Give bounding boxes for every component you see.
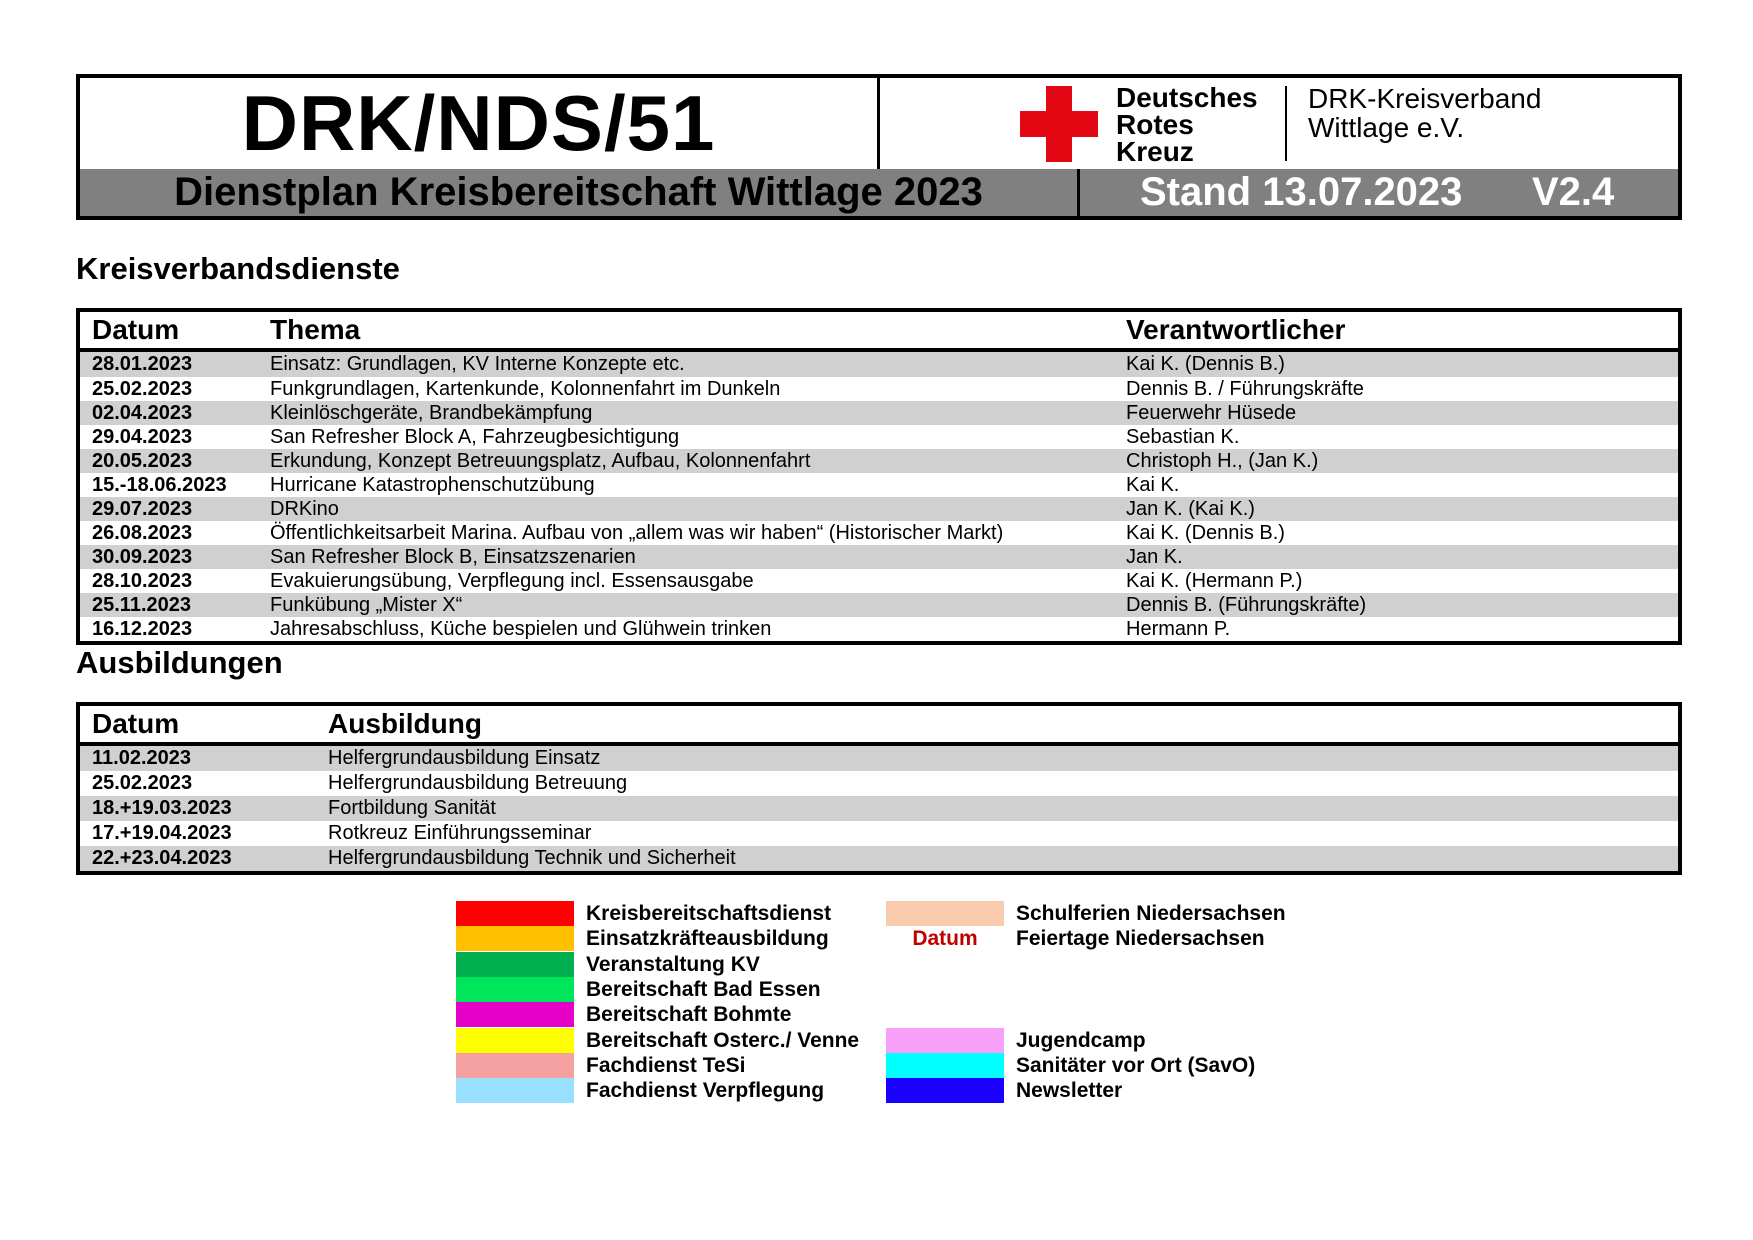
legend-label: Fachdienst TeSi xyxy=(586,1054,746,1077)
table-body xyxy=(80,352,1678,641)
legend-label: Feiertage Niedersachsen xyxy=(1016,927,1265,950)
row-verantwortlicher: Kai K. (Hermann P.) xyxy=(1126,570,1303,592)
table-row xyxy=(80,425,1678,449)
table-row xyxy=(80,821,1678,846)
row-thema: Kleinlöschgeräte, Brandbekämpfung xyxy=(270,402,593,424)
brand-name xyxy=(1116,84,1258,165)
section-title-ausbildungen: Ausbildungen xyxy=(76,645,283,680)
legend-label: Jugendcamp xyxy=(1016,1029,1146,1052)
row-datum: 25.02.2023 xyxy=(92,772,193,794)
row-verantwortlicher: Kai K. xyxy=(1126,474,1180,496)
document-status xyxy=(1080,169,1678,216)
stand-date: Stand 13.07.2023 xyxy=(1140,170,1463,214)
legend-swatch xyxy=(886,1053,1004,1078)
row-ausbildung: Helfergrundausbildung Einsatz xyxy=(328,747,601,769)
table-header xyxy=(80,706,1678,746)
table-row xyxy=(80,846,1678,871)
table-row xyxy=(80,401,1678,425)
row-thema: Öffentlichkeitsarbeit Marina. Aufbau von „allem was wir haben“ (Historischer Markt) xyxy=(270,522,1004,544)
org-line: DRK-Kreisverband xyxy=(1308,83,1542,114)
brand-line: Kreuz xyxy=(1116,136,1194,167)
row-verantwortlicher: Jan K. xyxy=(1126,546,1183,568)
document-code: DRK/NDS/51 xyxy=(80,78,880,169)
logo-divider xyxy=(1285,86,1287,161)
org-line: Wittlage e.V. xyxy=(1308,112,1465,143)
legend-swatch xyxy=(886,901,1004,926)
legend-label: Einsatzkräfteausbildung xyxy=(586,927,829,950)
legend-label: Bereitschaft Osterc./ Venne xyxy=(586,1029,860,1052)
row-verantwortlicher: Hermann P. xyxy=(1126,618,1231,640)
row-ausbildung: Fortbildung Sanität xyxy=(328,797,496,819)
column-header-verantwortlicher: Verantwortlicher xyxy=(1126,314,1346,345)
column-header-datum: Datum xyxy=(92,314,180,345)
legend-label: Newsletter xyxy=(1016,1079,1123,1102)
row-verantwortlicher: Christoph H., (Jan K.) xyxy=(1126,450,1319,472)
row-thema: Erkundung, Konzept Betreuungsplatz, Aufbau, Kolonnenfahrt xyxy=(270,450,811,472)
row-datum: 22.+23.04.2023 xyxy=(92,847,232,869)
row-ausbildung: Helfergrundausbildung Technik und Sicherheit xyxy=(328,847,736,869)
legend-swatch xyxy=(886,1078,1004,1103)
column-header-ausbildung: Ausbildung xyxy=(328,708,482,739)
table-row xyxy=(80,593,1678,617)
legend-label: Veranstaltung KV xyxy=(586,953,760,976)
table-row xyxy=(80,352,1678,377)
legend-swatch xyxy=(456,1053,574,1078)
row-verantwortlicher: Sebastian K. xyxy=(1126,426,1240,448)
row-datum: 17.+19.04.2023 xyxy=(92,822,232,844)
legend-label: Bereitschaft Bad Essen xyxy=(586,978,821,1001)
table-body xyxy=(80,746,1678,871)
row-thema: Jahresabschluss, Küche bespielen und Glühwein trinken xyxy=(270,618,772,640)
brand-line: Deutsches xyxy=(1116,82,1258,113)
row-verantwortlicher: Dennis B. / Führungskräfte xyxy=(1126,378,1364,400)
legend-swatch xyxy=(456,1002,574,1027)
row-datum: 30.09.2023 xyxy=(92,546,193,568)
row-datum: 28.01.2023 xyxy=(92,353,193,375)
row-thema: Einsatz: Grundlagen, KV Interne Konzepte etc. xyxy=(270,353,685,375)
row-datum: 02.04.2023 xyxy=(92,402,193,424)
legend-swatch xyxy=(456,926,574,951)
row-datum: 28.10.2023 xyxy=(92,570,193,592)
header-title-bar xyxy=(80,169,1678,216)
row-ausbildung: Helfergrundausbildung Betreuung xyxy=(328,772,628,794)
row-verantwortlicher: Feuerwehr Hüsede xyxy=(1126,402,1297,424)
table-row xyxy=(80,569,1678,593)
row-verantwortlicher: Jan K. (Kai K.) xyxy=(1126,498,1255,520)
legend-swatch xyxy=(456,1078,574,1103)
row-datum: 29.07.2023 xyxy=(92,498,193,520)
row-verantwortlicher: Kai K. (Dennis B.) xyxy=(1126,522,1285,544)
legend-label: Fachdienst Verpflegung xyxy=(586,1079,825,1102)
row-datum: 15.-18.06.2023 xyxy=(92,474,227,496)
row-datum: 26.08.2023 xyxy=(92,522,193,544)
row-datum: 20.05.2023 xyxy=(92,450,193,472)
legend-swatch xyxy=(456,901,574,926)
row-thema: San Refresher Block B, Einsatzszenarien xyxy=(270,546,636,568)
table-row xyxy=(80,377,1678,401)
row-thema: Evakuierungsübung, Verpflegung incl. Essensausgabe xyxy=(270,570,754,592)
drk-logo xyxy=(880,78,1682,169)
legend-label: Bereitschaft Bohmte xyxy=(586,1003,792,1026)
section-title-kreisverband: Kreisverbandsdienste xyxy=(76,251,400,286)
row-datum: 18.+19.03.2023 xyxy=(92,797,232,819)
row-verantwortlicher: Dennis B. (Führungskräfte) xyxy=(1126,594,1367,616)
row-datum: 25.02.2023 xyxy=(92,378,193,400)
row-thema: DRKino xyxy=(270,498,339,520)
legend-label: Schulferien Niedersachsen xyxy=(1016,902,1286,925)
row-datum: 25.11.2023 xyxy=(92,594,191,616)
row-datum: 11.02.2023 xyxy=(92,747,191,769)
red-cross-icon xyxy=(1020,86,1098,162)
column-header-thema: Thema xyxy=(270,314,361,345)
document-header xyxy=(76,74,1682,220)
legend-label: Sanitäter vor Ort (SavO) xyxy=(1016,1054,1256,1077)
row-thema: Funkgrundlagen, Kartenkunde, Kolonnenfahrt im Dunkeln xyxy=(270,378,781,400)
legend-swatch xyxy=(886,1028,1004,1053)
table-row xyxy=(80,449,1678,473)
color-legend xyxy=(456,901,1296,1107)
table-row xyxy=(80,617,1678,641)
table-row xyxy=(80,771,1678,796)
row-datum: 29.04.2023 xyxy=(92,426,193,448)
table-row xyxy=(80,746,1678,771)
table-row xyxy=(80,497,1678,521)
document-title: Dienstplan Kreisbereitschaft Wittlage 2023 xyxy=(80,169,1080,216)
table-row xyxy=(80,796,1678,821)
table-row xyxy=(80,473,1678,497)
brand-line: Rotes xyxy=(1116,109,1194,140)
row-datum: 16.12.2023 xyxy=(92,618,193,640)
kreisverband-table xyxy=(76,308,1682,645)
organization-name xyxy=(1308,84,1541,142)
row-thema: Funkübung „Mister X“ xyxy=(270,594,463,616)
row-verantwortlicher: Kai K. (Dennis B.) xyxy=(1126,353,1285,375)
holiday-sample: Datum xyxy=(912,927,978,950)
legend-swatch xyxy=(456,952,574,977)
table-row xyxy=(80,521,1678,545)
legend-swatch xyxy=(456,977,574,1002)
row-ausbildung: Rotkreuz Einführungsseminar xyxy=(328,822,592,844)
legend-label: Kreisbereitschaftsdienst xyxy=(586,902,832,925)
table-header xyxy=(80,312,1678,352)
ausbildungen-table xyxy=(76,702,1682,875)
table-row xyxy=(80,545,1678,569)
legend-swatch xyxy=(456,1028,574,1053)
header-top-row xyxy=(80,78,1678,172)
row-thema: San Refresher Block A, Fahrzeugbesichtigung xyxy=(270,426,680,448)
column-header-datum: Datum xyxy=(92,708,180,739)
row-thema: Hurricane Katastrophenschutzübung xyxy=(270,474,595,496)
document-version: V2.4 xyxy=(1532,170,1615,214)
